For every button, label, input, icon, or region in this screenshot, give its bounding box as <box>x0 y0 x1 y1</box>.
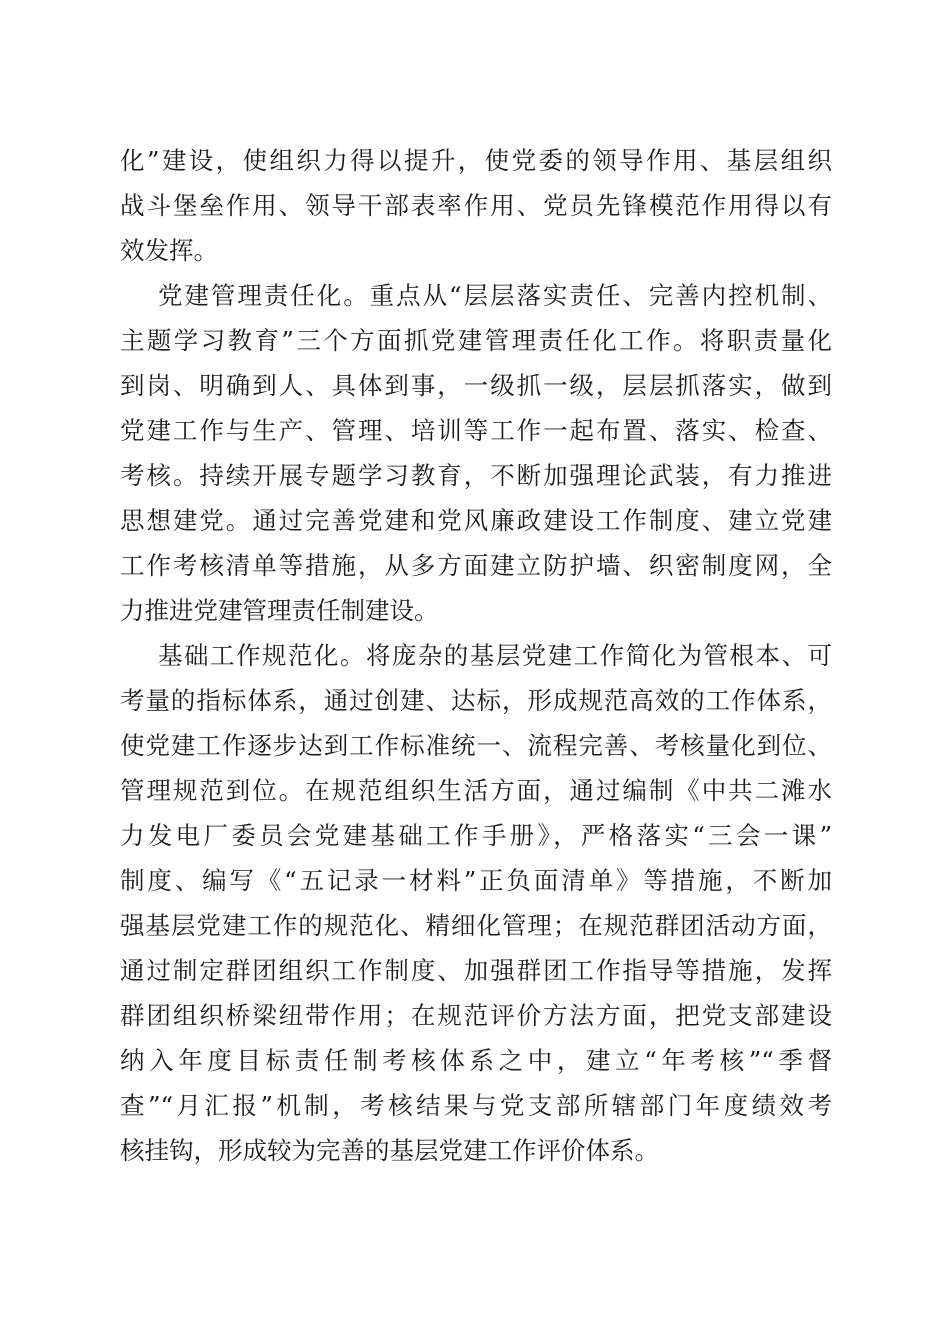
body-text <box>120 138 832 1173</box>
text-line: 效发挥。 <box>120 236 218 265</box>
text-line: 考核。持续开展专题学习教育，不断加强理论武装，有力推进 <box>120 461 832 490</box>
text-line: 力发电厂委员会党建基础工作手册》，严格落实“三会一课” <box>120 821 832 850</box>
text-line: 通过制定群团组织工作制度、加强群团工作指导等措施，发挥 <box>120 956 832 985</box>
text-line: 思想建党。通过完善党建和党风廉政建设工作制度、建立党建 <box>120 506 832 535</box>
text-line: 查”“月汇报”机制，考核结果与党支部所辖部门年度绩效考 <box>120 1091 832 1120</box>
paragraph-2 <box>120 273 832 633</box>
paragraph-3 <box>120 633 832 1173</box>
text-line: 化”建设，使组织力得以提升，使党委的领导作用、基层组织 <box>120 146 832 175</box>
paragraph-1 <box>120 138 832 273</box>
text-line: 党建工作与生产、管理、培训等工作一起布置、落实、检查、 <box>120 416 832 445</box>
text-line: 管理规范到位。在规范组织生活方面，通过编制《中共二滩水 <box>120 776 832 805</box>
text-line: 战斗堡垒作用、领导干部表率作用、党员先锋模范作用得以有 <box>120 191 832 220</box>
text-line: 基础工作规范化。将庞杂的基层党建工作简化为管根本、可 <box>158 641 832 670</box>
text-line: 强基层党建工作的规范化、精细化管理；在规范群团活动方面， <box>120 911 832 940</box>
text-line: 使党建工作逐步达到工作标准统一、流程完善、考核量化到位、 <box>120 731 832 760</box>
text-line: 考量的指标体系，通过创建、达标，形成规范高效的工作体系， <box>120 686 832 715</box>
text-line: 群团组织桥梁纽带作用；在规范评价方法方面，把党支部建设 <box>120 1001 832 1030</box>
text-line: 纳入年度目标责任制考核体系之中，建立“年考核”“季督 <box>120 1046 832 1075</box>
text-line: 到岗、明确到人、具体到事，一级抓一级，层层抓落实，做到 <box>120 371 832 400</box>
text-line: 制度、编写《“五记录一材料”正负面清单》等措施，不断加 <box>120 866 832 895</box>
text-line: 力推进党建管理责任制建设。 <box>120 596 439 625</box>
text-line: 主题学习教育”三个方面抓党建管理责任化工作。将职责量化 <box>120 326 832 355</box>
text-line: 工作考核清单等措施，从多方面建立防护墙、织密制度网，全 <box>120 551 832 580</box>
text-line: 党建管理责任化。重点从“层层落实责任、完善内控机制、 <box>158 281 832 310</box>
text-line: 核挂钩，形成较为完善的基层党建工作评价体系。 <box>120 1136 659 1165</box>
